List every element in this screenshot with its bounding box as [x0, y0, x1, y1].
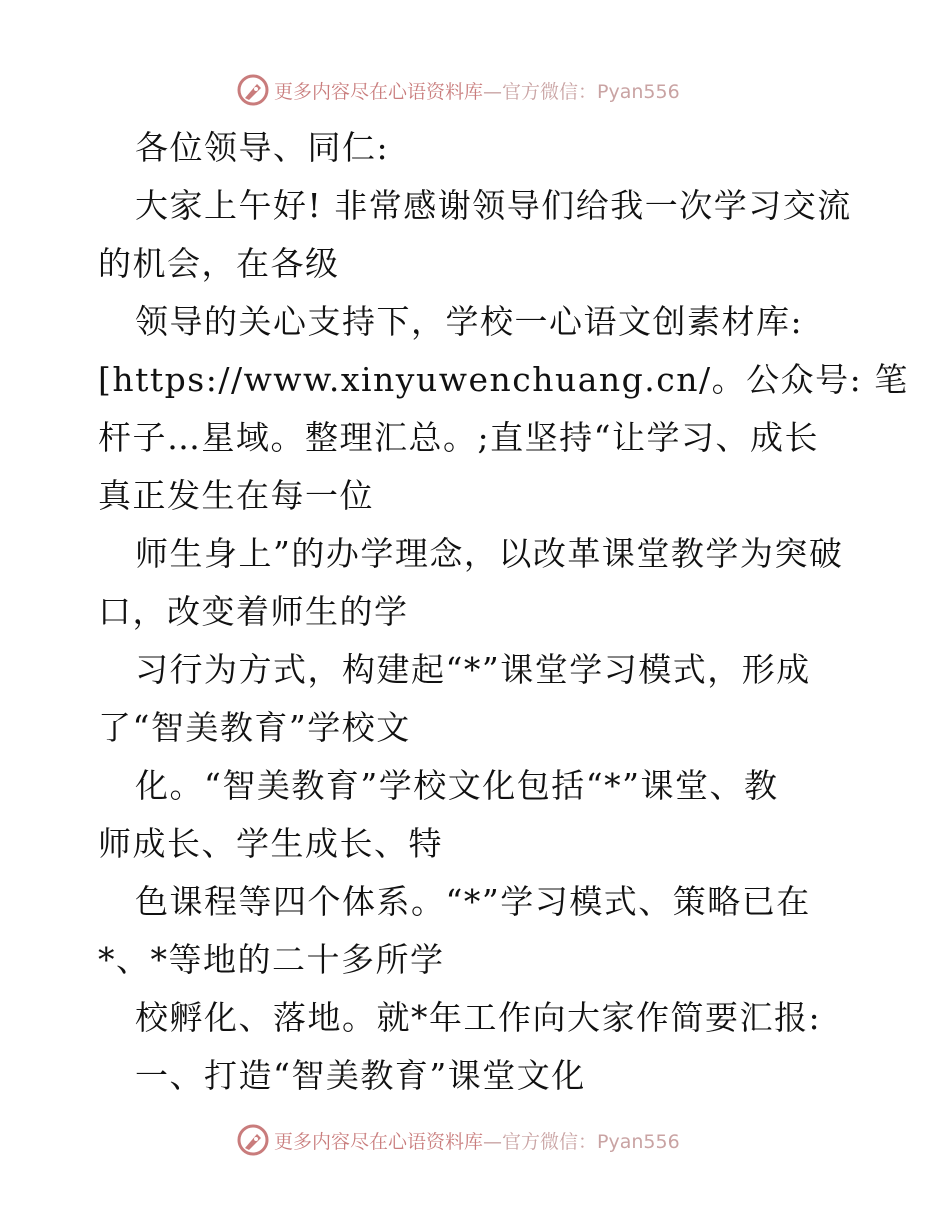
footer-watermark — [236, 1122, 756, 1158]
paragraph-line: *、*等地的二十多所学 — [98, 940, 445, 979]
paragraph-line: 化。“智美教育”学校文化包括“*”课堂、教 — [135, 766, 779, 805]
paragraph-line: 的机会，在各级 — [98, 244, 340, 283]
pen-nib-logo-icon — [236, 73, 270, 107]
watermark-contact: —官方微信：Pyan556 — [483, 80, 680, 103]
paragraph-line: 口，改变着师生的学 — [98, 592, 409, 631]
paragraph-line: 习行为方式，构建起“*”课堂学习模式，形成 — [135, 650, 811, 689]
paragraph-line: 了“智美教育”学校文 — [98, 708, 411, 747]
section-heading: 一、打造“智美教育”课堂文化 — [135, 1056, 586, 1095]
paragraph-line: [https://www.xinyuwenchuang.cn/。公众号: 笔 — [98, 360, 909, 399]
greeting-line: 各位领导、同仁: — [135, 128, 390, 167]
watermark-text — [274, 77, 680, 104]
header-watermark — [236, 72, 756, 108]
paragraph-line: 师生身上”的办学理念，以改革课堂教学为突破 — [135, 534, 844, 573]
paragraph-line: 校孵化、落地。就*年工作向大家作简要汇报: — [135, 998, 822, 1037]
paragraph-line: 领导的关心支持下，学校一心语文创素材库: — [135, 302, 804, 341]
paragraph-line: 大家上午好! 非常感谢领导们给我一次学习交流 — [135, 186, 852, 225]
paragraph-line: 师成长、学生成长、特 — [98, 824, 443, 863]
watermark-brand: 更多内容尽在心语资料库 — [274, 80, 484, 103]
paragraph-line: 真正发生在每一位 — [98, 476, 374, 515]
watermark-contact: —官方微信：Pyan556 — [483, 1130, 680, 1153]
watermark-text — [274, 1127, 680, 1154]
paragraph-line: 杆子…星域。整理汇总。;直坚持“让学习、成长 — [98, 418, 819, 457]
paragraph-line: 色课程等四个体系。“*”学习模式、策略已在 — [135, 882, 811, 921]
watermark-brand: 更多内容尽在心语资料库 — [274, 1130, 484, 1153]
pen-nib-logo-icon — [236, 1123, 270, 1157]
